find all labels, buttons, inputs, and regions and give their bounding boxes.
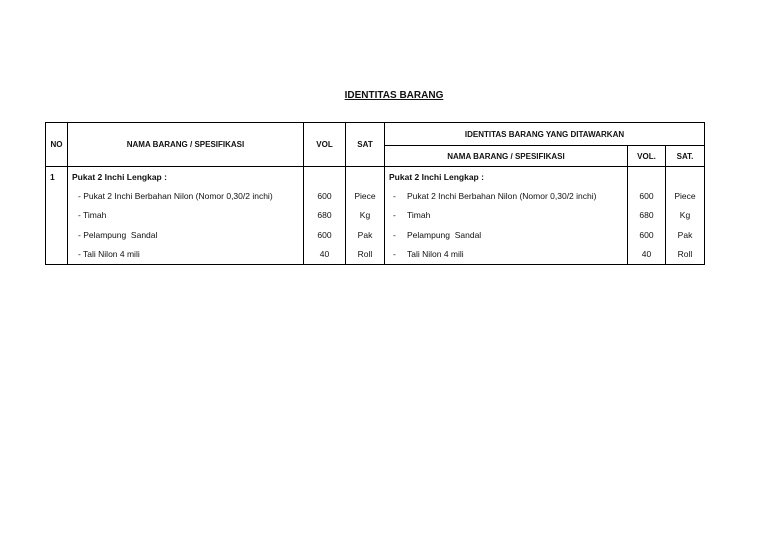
table-row: [46, 245, 705, 265]
header-offered-vol: VOL.: [628, 146, 666, 167]
offered-item-name: Pelampung Sandal: [407, 229, 482, 240]
group-name: Pukat 2 Inchi Lengkap :: [68, 167, 304, 187]
header-sat: SAT: [346, 123, 385, 167]
item-name: - Pelampung Sandal: [68, 225, 304, 245]
item-sat: Kg: [346, 206, 385, 226]
header-vol: VOL: [304, 123, 346, 167]
offered-item: [385, 225, 628, 245]
offered-item-vol: 600: [628, 225, 666, 245]
table-row: [46, 167, 705, 187]
page-title: IDENTITAS BARANG: [344, 90, 444, 101]
offered-item-sat: Kg: [666, 206, 705, 226]
item-vol: 600: [304, 225, 346, 245]
header-offered-group: IDENTITAS BARANG YANG DITAWARKAN: [385, 123, 705, 146]
table-row: [46, 225, 705, 245]
header-nama: NAMA BARANG / SPESIFIKASI: [68, 123, 304, 167]
item-vol: 40: [304, 245, 346, 265]
offered-item-sat: Roll: [666, 245, 705, 265]
offered-item: [385, 206, 628, 226]
offered-item: [385, 186, 628, 206]
item-sat: Roll: [346, 245, 385, 265]
bullet-dash: -: [393, 229, 396, 240]
item-vol: 600: [304, 186, 346, 206]
item-sat: Piece: [346, 186, 385, 206]
bullet-dash: -: [393, 210, 396, 221]
offered-item-vol: 40: [628, 245, 666, 265]
header-offered-sat: SAT.: [666, 146, 705, 167]
item-vol: 680: [304, 206, 346, 226]
offered-group-name: Pukat 2 Inchi Lengkap :: [385, 167, 628, 187]
bullet-dash: -: [393, 249, 396, 260]
offered-item-name: Tali Nilon 4 mili: [407, 249, 464, 260]
offered-item-sat: Piece: [666, 186, 705, 206]
offered-item-vol: 600: [628, 186, 666, 206]
bullet-dash: -: [393, 190, 396, 201]
table-row: [46, 206, 705, 226]
item-name: - Tali Nilon 4 mili: [68, 245, 304, 265]
row-number: 1: [46, 167, 68, 187]
header-offered-nama: NAMA BARANG / SPESIFIKASI: [385, 146, 628, 167]
offered-item-name: Timah: [407, 210, 431, 221]
offered-item-name: Pukat 2 Inchi Berbahan Nilon (Nomor 0,30/2 inchi): [407, 190, 597, 201]
item-identity-table: [45, 122, 705, 265]
table-row: [46, 186, 705, 206]
offered-item-vol: 680: [628, 206, 666, 226]
header-no: NO: [46, 123, 68, 167]
item-sat: Pak: [346, 225, 385, 245]
offered-item: [385, 245, 628, 265]
header-row: [46, 123, 705, 146]
item-name: - Pukat 2 Inchi Berbahan Nilon (Nomor 0,30/2 inchi): [68, 186, 304, 206]
offered-item-sat: Pak: [666, 225, 705, 245]
item-name: - Timah: [68, 206, 304, 226]
